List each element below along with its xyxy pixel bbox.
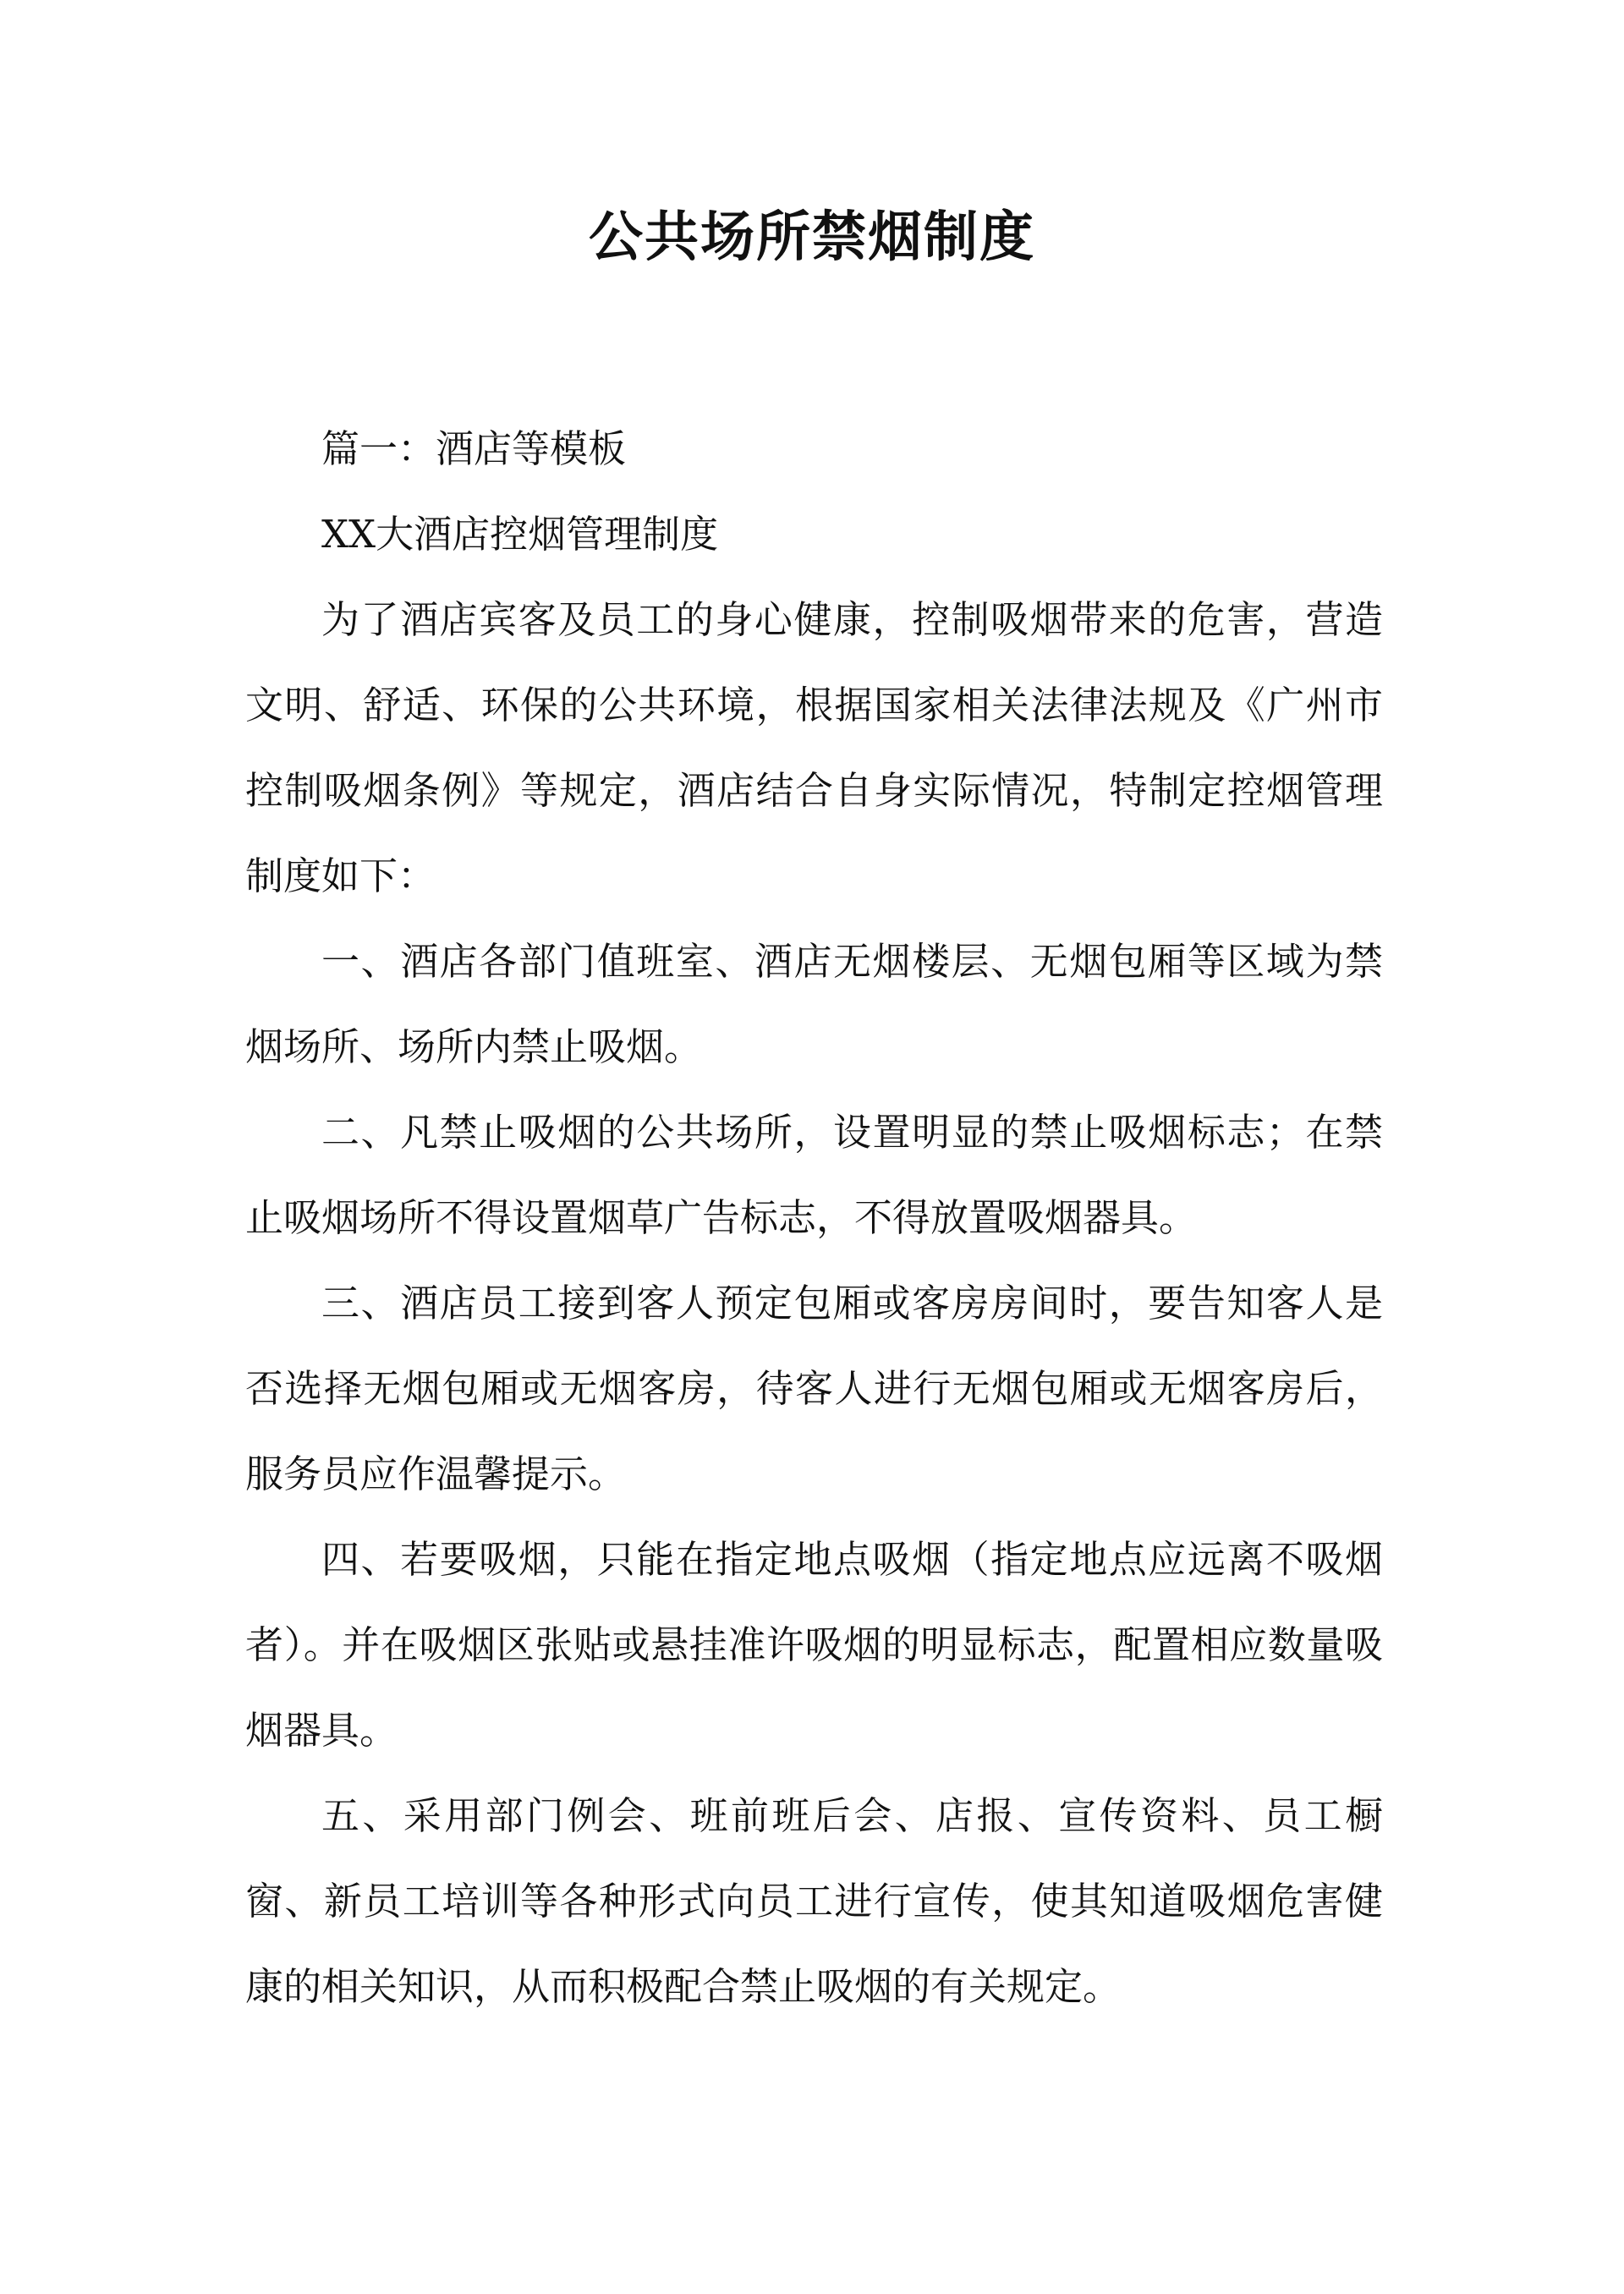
subtitle: XX大酒店控烟管理制度 bbox=[321, 512, 719, 557]
document-body bbox=[245, 406, 1383, 2029]
rule-paragraph-5: 五、采用部门例会、班前班后会、店报、宣传资料、员工橱窗、新员工培训等各种形式向员工进行宣传，使其知道吸烟危害健康的相关知识，从而积极配合禁止吸烟的有关规定。 bbox=[245, 1793, 1383, 2009]
rule-paragraph-4: 四、若要吸烟，只能在指定地点吸烟（指定地点应远离不吸烟者）。并在吸烟区张贴或悬挂准许吸烟的明显标志，配置相应数量吸烟器具。 bbox=[245, 1537, 1383, 1753]
section-heading: 篇一：酒店等模板 bbox=[321, 426, 627, 471]
document-title: 公共场所禁烟制度 bbox=[589, 206, 1035, 269]
rule-paragraph-1: 一、酒店各部门值班室、酒店无烟楼层、无烟包厢等区域为禁烟场所、场所内禁止吸烟。 bbox=[245, 939, 1383, 1069]
rule-paragraph-2: 二、凡禁止吸烟的公共场所，设置明显的禁止吸烟标志；在禁止吸烟场所不得设置烟草广告标志，不得放置吸烟器具。 bbox=[245, 1110, 1383, 1240]
intro-paragraph: 为了酒店宾客及员工的身心健康，控制吸烟带来的危害，营造文明、舒适、环保的公共环境，根据国家相关法律法规及《广州市控制吸烟条例》等规定，酒店结合自身实际情况，特制定控烟管理制度如下： bbox=[245, 597, 1383, 898]
rule-paragraph-3: 三、酒店员工接到客人预定包厢或客房房间时，要告知客人是否选择无烟包厢或无烟客房，待客人进行无烟包厢或无烟客房后，服务员应作温馨提示。 bbox=[245, 1281, 1383, 1496]
